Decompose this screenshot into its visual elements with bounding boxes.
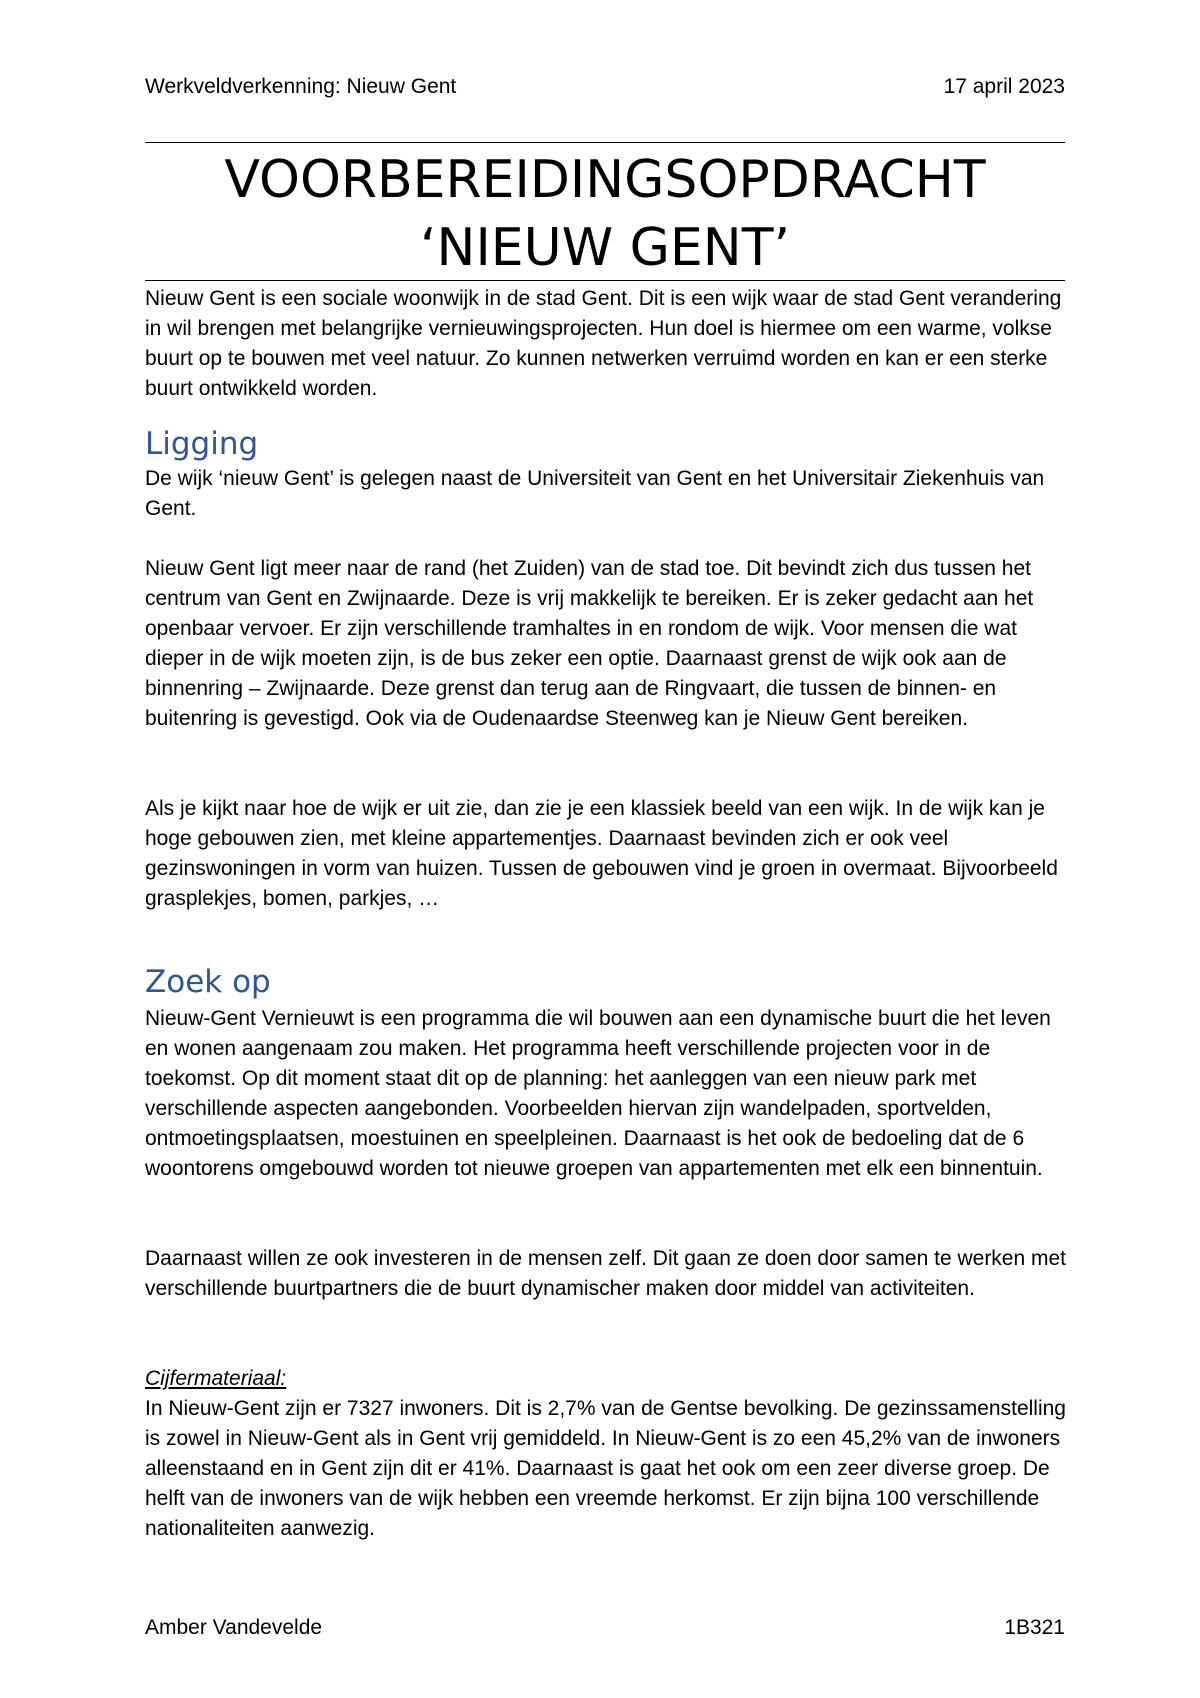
- intro-block: [145, 284, 1070, 404]
- figures-paragraph: In Nieuw-Gent zijn er 7327 inwoners. Dit is 2,7% van de Gentse bevolking. De gezinssamenstelling is zowel in Nieuw-Gent als in Gent vrij gemiddeld. In Nieuw-Gent is zo een 45,2% van de inwoners alleenstaand en in Gent zijn dit er 41%. Daarnaast is gaat het ook om een zeer diverse groep. De helft van de inwoners van de wijk hebben een vreemde herkomst. Er zijn bijna 100 verschillende nationaliteiten aanwezig.: [145, 1397, 1066, 1540]
- title-bottom-rule: [145, 280, 1065, 281]
- ligging-paragraph-1-block: [145, 464, 1070, 524]
- ligging-paragraph-2-block: [145, 554, 1070, 734]
- section-heading-zoek-op: Zoek op: [145, 964, 271, 1000]
- document-page: [145, 0, 1065, 1698]
- zoek-op-paragraph-2: Daarnaast willen ze ook investeren in de mensen zelf. Dit gaan ze doen door samen te werken met verschillende buurtpartners die de buurt dynamischer maken door middel van activiteiten.: [145, 1247, 1067, 1300]
- zoek-op-paragraph-1: Nieuw-Gent Vernieuwt is een programma die wil bouwen aan een dynamische buurt die het leven en wonen aangenaam zou maken. Het programma heeft verschillende projecten voor in de toekomst. Op dit moment staat dit op de planning: het aanleggen van een nieuw park met verschillende aspecten aangebonden. Voorbeelden hiervan zijn wandelpaden, sportvelden, ontmoetingsplaatsen, moestuinen en speelpleinen. Daarnaast is het ook de bedoeling dat de 6 woontorens omgebouwd worden tot nieuwe groepen van appartementen met elk een binnentuin.: [145, 1007, 1051, 1180]
- ligging-paragraph-3: Als je kijkt naar hoe de wijk er uit zie, dan zie je een klassiek beeld van een wijk. In de wijk kan je hoge gebouwen zien, met kleine appartementjes. Daarnaast bevinden zich er ook veel gezinswoningen in vorm van huizen. Tussen de gebouwen vind je groen in overmaat. Bijvoorbeeld grasplekjes, bomen, parkjes, …: [145, 797, 1058, 910]
- ligging-paragraph-3-block: [145, 794, 1070, 914]
- title-line-1: VOORBEREIDINGSOPDRACHT: [224, 150, 986, 210]
- zoek-op-paragraph-1-block: [145, 1004, 1070, 1184]
- ligging-paragraph-1: De wijk ‘nieuw Gent’ is gelegen naast de Universiteit van Gent en het Universitair Ziekenhuis van Gent.: [145, 467, 1045, 520]
- zoek-op-paragraph-2-block: [145, 1244, 1070, 1304]
- footer-author: Amber Vandevelde: [145, 1616, 323, 1639]
- header-course-title: Werkveldverkenning: Nieuw Gent: [145, 75, 457, 98]
- figures-block: [145, 1364, 1070, 1544]
- intro-paragraph: Nieuw Gent is een sociale woonwijk in de stad Gent. Dit is een wijk waar de stad Gent verandering in wil brengen met belangrijke vernieuwingsprojecten. Hun doel is hiermee om een warme, volkse buurt op te bouwen met veel natuur. Zo kunnen netwerken verruimd worden en kan er een sterke buurt ontwikkeld worden.: [145, 287, 1062, 400]
- title-line-2: ‘NIEUW GENT’: [420, 218, 790, 278]
- header-date: 17 april 2023: [943, 75, 1065, 98]
- document-title: [145, 146, 1065, 282]
- footer-class-code: 1B321: [1004, 1616, 1065, 1639]
- title-top-rule: [145, 142, 1065, 143]
- section-heading-ligging: Ligging: [145, 426, 259, 462]
- ligging-paragraph-2: Nieuw Gent ligt meer naar de rand (het Zuiden) van de stad toe. Dit bevindt zich dus tussen het centrum van Gent en Zwijnaarde. Deze is vrij makkelijk te bereiken. Er is zeker gedacht aan het openbaar vervoer. Er zijn verschillende tramhaltes in en rondom de wijk. Voor mensen die wat dieper in de wijk moeten zijn, is de bus zeker een optie. Daarnaast grenst de wijk ook aan de binnenring – Zwijnaarde. Deze grenst dan terug aan de Ringvaart, die tussen de binnen- en buitenring is gevestigd. Ook via de Oudenaardse Steenweg kan je Nieuw Gent bereiken.: [145, 557, 1034, 730]
- figures-subheading: Cijfermateriaal:: [145, 1367, 287, 1390]
